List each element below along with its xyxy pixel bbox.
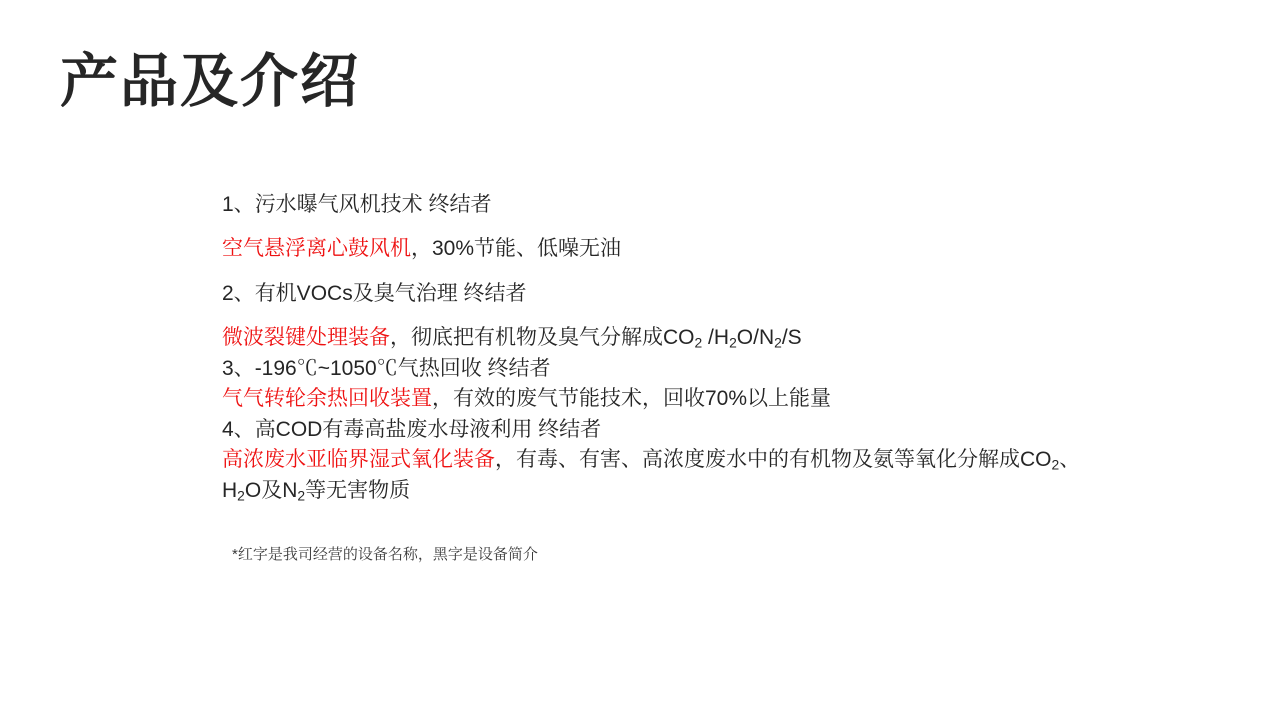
list-item-2-heading-text: 有机VOCs及臭气治理 终结者 xyxy=(254,281,527,305)
list-item-4-product-desc-pre: ，有毒、有害、高浓度废水中的有机物及氨等氧化分解成CO xyxy=(495,448,1052,472)
list-item-3-heading xyxy=(222,354,1122,384)
list-item-2-subscript-3: 2 xyxy=(774,334,782,351)
list-item-1-heading-text: 污水曝气风机技术 终结者 xyxy=(254,193,492,216)
list-item-2-product-desc-mid2: O/N xyxy=(736,326,775,350)
list-item-1-product xyxy=(222,234,1122,264)
list-item-2-heading xyxy=(222,279,1122,309)
list-item-4-product-desc-mid2: O及N xyxy=(244,478,298,502)
list-item-4-subscript-2: 2 xyxy=(237,486,245,503)
list-item-2-product-desc-end: /S xyxy=(781,326,802,350)
list-item-2-index: 2、 xyxy=(222,281,255,305)
list-item-4-heading-text: 高COD有毒高盐废水母液利用 终结者 xyxy=(254,417,602,441)
list-item-4-product-desc-mid: 、 H xyxy=(222,448,1081,502)
list-item-1-product-desc: ，30%节能、低噪无油 xyxy=(411,237,622,261)
list-item-2-subscript-2: 2 xyxy=(729,334,737,351)
list-item-4-product-name: 高浓废水亚临界湿式氧化装备 xyxy=(222,448,495,472)
list-item-3-product-desc: ，有效的废气节能技术，回收70%以上能量 xyxy=(432,387,832,411)
list-item-3-index: 3、 xyxy=(222,356,255,380)
page-title: 产品及介绍 xyxy=(60,49,361,114)
slide-body xyxy=(222,190,1122,506)
list-item-3-product-name: 气气转轮余热回收装置 xyxy=(222,387,432,411)
list-item-4-subscript-3: 2 xyxy=(297,486,306,503)
list-item-1-heading xyxy=(222,190,1122,220)
list-item-4-subscript-1: 2 xyxy=(1051,456,1060,473)
list-item-3-product xyxy=(222,384,1122,414)
footnote: *红字是我司经营的设备名称，黑字是设备简介 xyxy=(232,546,538,563)
list-item-2-product xyxy=(222,323,1122,353)
list-item-4-index: 4、 xyxy=(222,417,255,441)
list-item-2-product-desc-pre: ，彻底把有机物及臭气分解成CO xyxy=(390,326,695,350)
list-item-2-product-name: 微波裂键处理装备 xyxy=(222,326,390,350)
list-item-4-product-desc-end: 等无害物质 xyxy=(305,478,411,502)
list-item-4-product xyxy=(222,445,1122,506)
list-item-2-subscript-1: 2 xyxy=(694,334,703,351)
list-item-4-heading xyxy=(222,415,1122,445)
list-item-3-heading-text: -196℃~1050℃气热回收 终结者 xyxy=(254,356,551,380)
list-item-1-product-name: 空气悬浮离心鼓风机 xyxy=(222,237,411,261)
list-item-2-product-desc-mid: /H xyxy=(702,326,730,350)
list-item-1-index: 1、 xyxy=(222,193,255,216)
